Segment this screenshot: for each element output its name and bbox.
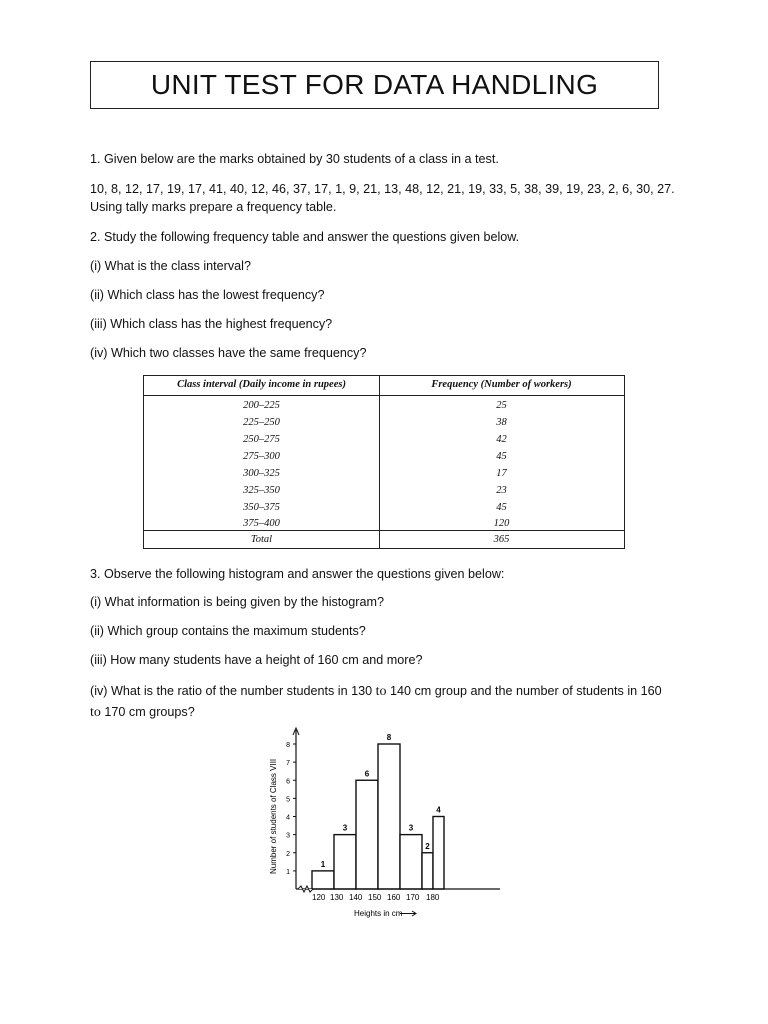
x-tick-label: 150 — [368, 893, 382, 902]
y-tick-label: 1 — [286, 868, 290, 876]
table-cell: 375–400 — [243, 518, 280, 529]
table-cell: 45 — [496, 502, 507, 513]
histogram-bar — [400, 835, 422, 889]
table-cell: 45 — [496, 451, 507, 462]
question-3-iv-part: 170 cm groups? — [100, 705, 195, 719]
table-cell: 42 — [496, 434, 507, 445]
question-3: 3. Observe the following histogram and answer the questions given below: — [90, 567, 505, 581]
question-3-iv-to: to — [90, 705, 101, 720]
question-2-iv: (iv) Which two classes have the same frequency? — [90, 346, 367, 360]
y-tick-label: 5 — [286, 796, 290, 804]
y-tick-label: 3 — [286, 832, 290, 840]
bar-value-label: 8 — [386, 733, 392, 742]
question-2: 2. Study the following frequency table and answer the questions given below. — [90, 230, 520, 244]
table-cell: 275–300 — [243, 451, 280, 462]
question-3-iv-part: 140 cm group and the number of students in 160 — [386, 684, 662, 698]
bar-value-label: 1 — [320, 859, 326, 869]
histogram-bar — [433, 817, 444, 890]
histogram-bar — [422, 853, 433, 889]
question-3-iv-part: (iv) What is the ratio of the number students in 130 — [90, 684, 376, 698]
bar-value-label: 2 — [425, 841, 430, 851]
x-tick-label: 160 — [387, 893, 401, 902]
question-3-ii: (ii) Which group contains the maximum students? — [90, 624, 366, 638]
bar-value-label: 3 — [408, 823, 414, 833]
question-3-iv — [90, 681, 690, 723]
column-header: Frequency (Number of workers) — [431, 379, 572, 390]
y-axis-label: Number of students of Class VIII — [269, 758, 278, 874]
question-3-i: (i) What information is being given by the histogram? — [90, 595, 384, 609]
table-cell: 225–250 — [243, 417, 280, 428]
table-cell: 350–375 — [243, 502, 280, 513]
axis-break-icon — [298, 886, 313, 892]
question-3-iv-to: to — [375, 684, 387, 699]
question-3-iii: (iii) How many students have a height of 160 cm and more? — [90, 653, 423, 667]
y-tick-label: 4 — [286, 814, 290, 822]
histogram-bar — [378, 744, 400, 889]
y-tick-label: 2 — [286, 850, 290, 858]
table-header — [144, 376, 624, 396]
x-tick-label: 140 — [349, 893, 363, 902]
table-cell: 250–275 — [243, 434, 280, 445]
frequency-table — [143, 375, 625, 549]
x-tick-label: 180 — [426, 893, 440, 902]
question-2-ii: (ii) Which class has the lowest frequency? — [90, 288, 325, 302]
table-cell: 300–325 — [243, 468, 280, 479]
total-divider — [144, 530, 624, 531]
table-cell: 200–225 — [243, 400, 280, 411]
histogram-bar — [334, 835, 356, 889]
table-cell: 38 — [496, 417, 507, 428]
x-axis-label: Heights in cm — [354, 909, 403, 918]
table-cell: 120 — [493, 518, 510, 529]
histogram-bar — [312, 871, 334, 889]
bar-value-label: 3 — [342, 823, 348, 833]
table-total-label: Total — [250, 534, 273, 545]
histogram-chart — [260, 724, 510, 934]
y-tick-label: 7 — [286, 760, 290, 768]
question-2-i: (i) What is the class interval? — [90, 259, 251, 273]
table-cell: 25 — [496, 400, 507, 411]
bar-value-label: 4 — [436, 805, 441, 815]
histogram-bar — [356, 780, 378, 889]
question-1-instruction: Using tally marks prepare a frequency table. — [90, 200, 337, 214]
question-2-iii: (iii) Which class has the highest frequency? — [90, 317, 333, 331]
page-title: UNIT TEST FOR DATA HANDLING — [90, 61, 659, 109]
question-1: 1. Given below are the marks obtained by 30 students of a class in a test. — [90, 152, 499, 166]
table-cell: 23 — [496, 485, 507, 496]
table-cell: 17 — [496, 468, 507, 479]
bar-value-label: 6 — [364, 769, 370, 779]
table-cell: 325–350 — [243, 485, 280, 496]
y-tick-label: 6 — [286, 778, 290, 786]
y-tick-label: 8 — [286, 742, 290, 749]
x-tick-label: 170 — [406, 893, 420, 902]
x-tick-label: 130 — [330, 893, 344, 902]
column-header: Class interval (Daily income in rupees) — [177, 379, 346, 390]
table-total-value: 365 — [493, 534, 510, 545]
marks-data: 10, 8, 12, 17, 19, 17, 41, 40, 12, 46, 37, 17, 1, 9, 21, 13, 48, 12, 21, 19, 33, 5, 38, 39, 19, 23, 2, 6, 30, 27. — [90, 182, 675, 196]
x-tick-label: 120 — [312, 893, 326, 902]
